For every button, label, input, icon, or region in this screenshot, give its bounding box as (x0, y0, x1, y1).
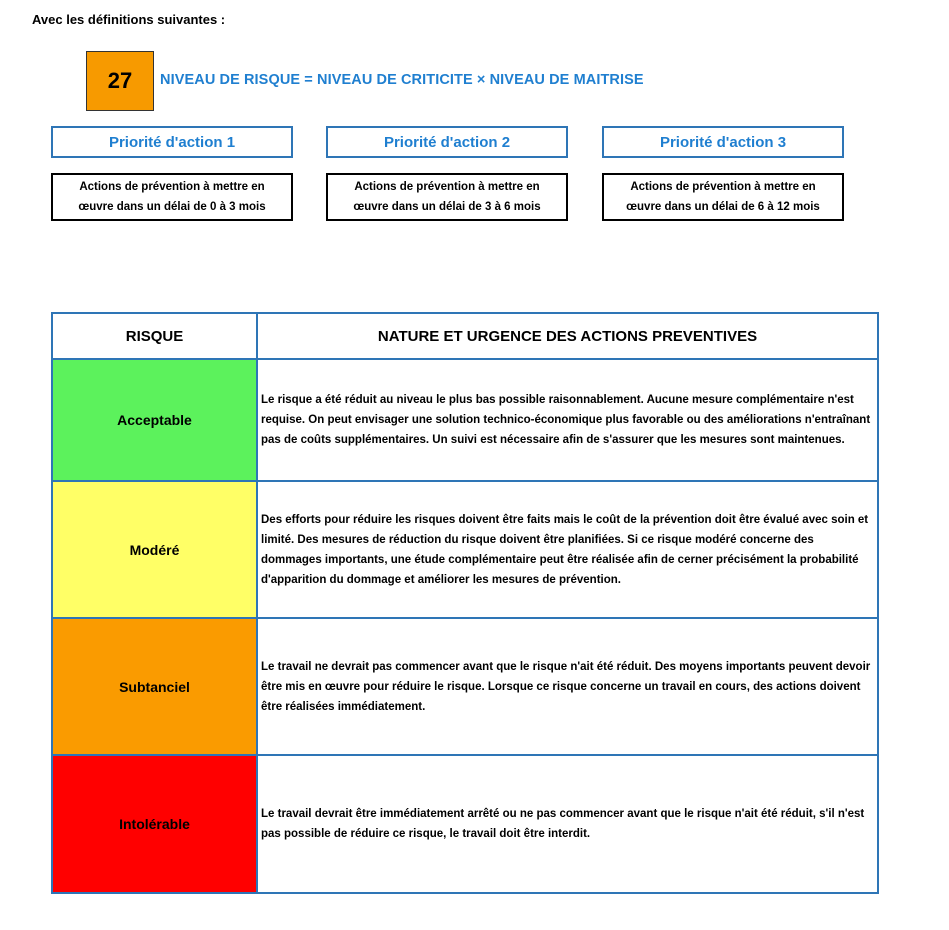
risk-description: Des efforts pour réduire les risques doivent être faits mais le coût de la prévention doit être évalué avec soin et limité. Des mesures de réduction du risque doivent être planifiées. Si ce risque modéré concerne des dommages importants, une étude complémentaire peut être réalisée afin de cerner précisément la probabilité d'apparition du dommage et améliorer les mesures de prévention. (257, 481, 878, 618)
risk-description: Le risque a été réduit au niveau le plus bas possible raisonnablement. Aucune mesure complémentaire n'est requise. On peut envisager une solution technico-économique plus favorable ou des améliorations n'entraînant pas de coûts supplémentaires. Un suivi est nécessaire afin de s'assurer que les mesures sont maintenues. (257, 359, 878, 481)
risk-level-modere: Modéré (52, 481, 257, 618)
priority-2-description: Actions de prévention à mettre en œuvre dans un délai de 3 à 6 mois (326, 173, 568, 221)
table-row (52, 755, 878, 893)
table-row (52, 359, 878, 481)
risk-score-box: 27 (86, 51, 154, 111)
table-row (52, 481, 878, 618)
risk-table (51, 312, 879, 894)
risk-formula: NIVEAU DE RISQUE = NIVEAU DE CRITICITE × NIVEAU DE MAITRISE (160, 72, 644, 88)
header-risk: RISQUE (52, 313, 257, 359)
table-row (52, 618, 878, 755)
intro-text: Avec les définitions suivantes : (32, 12, 226, 27)
risk-table-header (52, 313, 878, 359)
header-actions: NATURE ET URGENCE DES ACTIONS PREVENTIVES (257, 313, 878, 359)
priority-3-description: Actions de prévention à mettre en œuvre dans un délai de 6 à 12 mois (602, 173, 844, 221)
risk-level-subtanciel: Subtanciel (52, 618, 257, 755)
priority-2-title: Priorité d'action 2 (326, 126, 568, 158)
risk-description: Le travail devrait être immédiatement arrêté ou ne pas commencer avant que le risque n'ait été réduit, s'il n'est pas possible de réduire ce risque, le travail doit être interdit. (257, 755, 878, 893)
priority-3-title: Priorité d'action 3 (602, 126, 844, 158)
risk-level-intolerable: Intolérable (52, 755, 257, 893)
risk-level-acceptable: Acceptable (52, 359, 257, 481)
risk-description: Le travail ne devrait pas commencer avant que le risque n'ait été réduit. Des moyens importants peuvent devoir être mis en œuvre pour réduire le risque. Lorsque ce risque concerne un travail en cours, des actions doivent être réalisées immédiatement. (257, 618, 878, 755)
priority-1-title: Priorité d'action 1 (51, 126, 293, 158)
priority-1-description: Actions de prévention à mettre en œuvre dans un délai de 0 à 3 mois (51, 173, 293, 221)
